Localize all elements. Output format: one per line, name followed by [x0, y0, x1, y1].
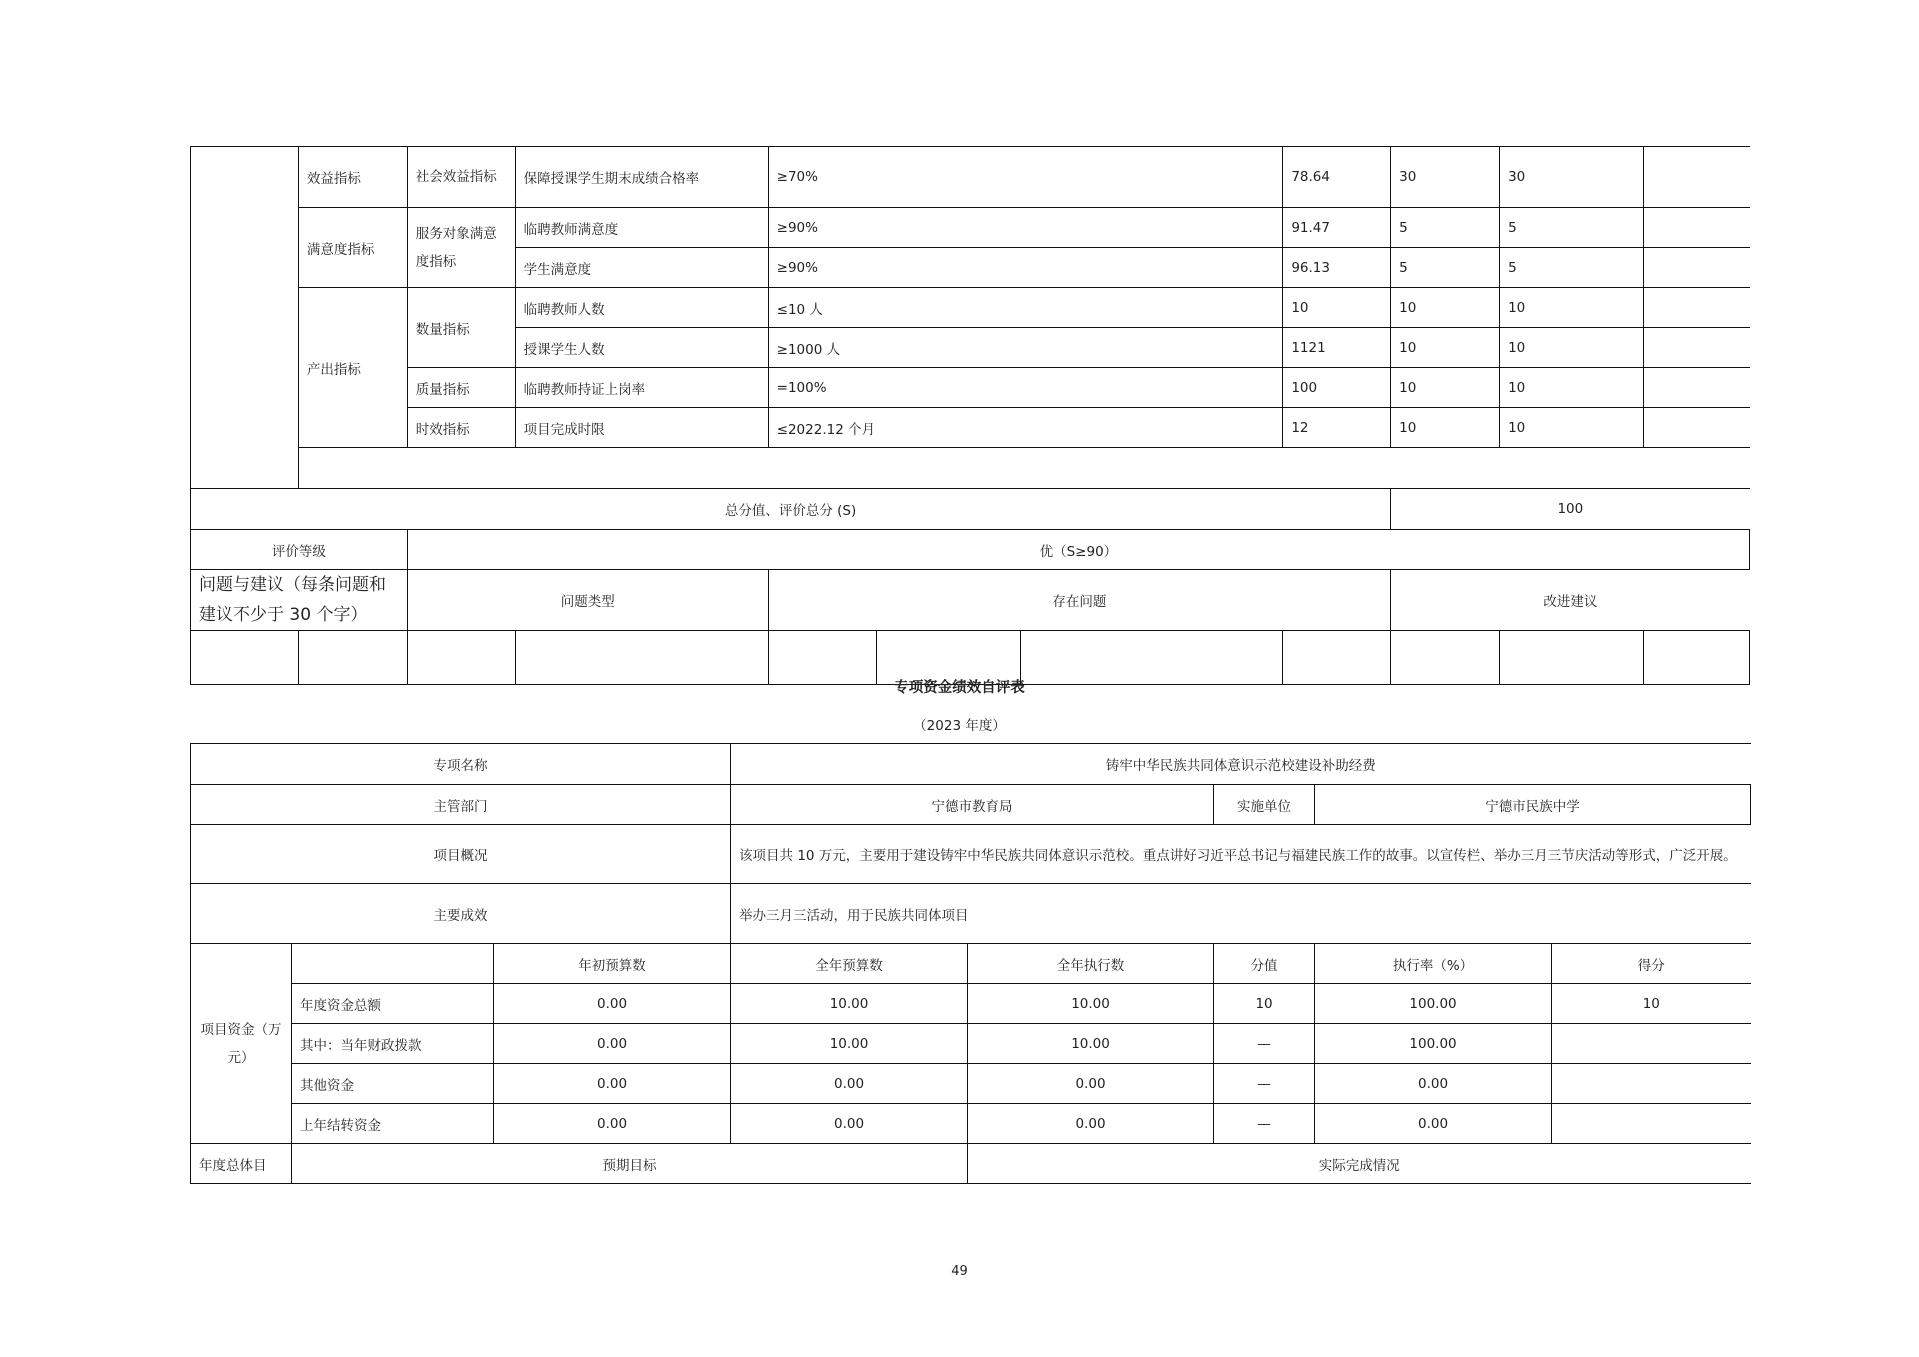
indicator-score: 10 — [1500, 288, 1644, 328]
indicator-name: 项目完成时限 — [515, 408, 768, 448]
indicator-weight: 10 — [1391, 288, 1500, 328]
indicator-weight: 30 — [1391, 147, 1500, 208]
page-number: 49 — [951, 1264, 968, 1279]
result-label: 主要成效 — [191, 884, 731, 944]
funds-label: 项目资金（万元） — [191, 944, 292, 1144]
funds-cell: 10.00 — [968, 1024, 1214, 1064]
indicator-weight: 10 — [1391, 408, 1500, 448]
funds-cell — [1552, 1104, 1751, 1144]
indicator-target: ≥1000 人 — [768, 328, 1283, 368]
indicator-score: 10 — [1500, 328, 1644, 368]
dept-value: 宁德市教育局 — [731, 785, 1214, 825]
funds-cell: 0.00 — [968, 1104, 1214, 1144]
project-name-value: 铸牢中华民族共同体意识示范校建设补助经费 — [731, 744, 1751, 785]
funds-cell — [1552, 1024, 1751, 1064]
indicator-weight: 10 — [1391, 328, 1500, 368]
blank-cell — [191, 147, 299, 489]
funds-row-label: 其他资金 — [292, 1064, 494, 1104]
funds-cell: 10.00 — [731, 1024, 968, 1064]
empty-cell — [292, 944, 494, 984]
indicator-name: 临聘教师人数 — [515, 288, 768, 328]
funds-header: 全年预算数 — [731, 944, 968, 984]
funds-header: 分值 — [1214, 944, 1315, 984]
funds-cell — [1552, 1064, 1751, 1104]
indicator-actual: 78.64 — [1283, 147, 1391, 208]
category-cell: 满意度指标 — [298, 208, 407, 288]
indicator-weight: 5 — [1391, 208, 1500, 248]
indicator-score: 5 — [1500, 208, 1644, 248]
funds-row-label: 上年结转资金 — [292, 1104, 494, 1144]
funds-cell: 0.00 — [731, 1104, 968, 1144]
indicator-actual: 100 — [1283, 368, 1391, 408]
funds-cell: 0.00 — [1315, 1064, 1552, 1104]
issue-suggestion-header: 改进建议 — [1391, 570, 1750, 631]
funds-cell: 0.00 — [494, 1104, 731, 1144]
blank-cell — [1644, 208, 1750, 248]
funds-cell: 0.00 — [968, 1064, 1214, 1104]
indicator-score: 10 — [1500, 408, 1644, 448]
funds-header: 全年执行数 — [968, 944, 1214, 984]
blank-cell — [1644, 328, 1750, 368]
indicator-name: 临聘教师持证上岗率 — [515, 368, 768, 408]
indicator-name: 临聘教师满意度 — [515, 208, 768, 248]
indicator-target: ≤10 人 — [768, 288, 1283, 328]
issue-type-header: 问题类型 — [407, 570, 768, 631]
indicator-weight: 10 — [1391, 368, 1500, 408]
funds-row-label: 其中：当年财政拨款 — [292, 1024, 494, 1064]
funds-cell: — — [1214, 1104, 1315, 1144]
category-cell: 产出指标 — [298, 288, 407, 448]
funds-cell: 10 — [1552, 984, 1751, 1024]
subcategory-cell: 数量指标 — [407, 288, 515, 368]
funds-cell: — — [1214, 1024, 1315, 1064]
funds-cell: 10 — [1214, 984, 1315, 1024]
goal-label: 年度总体目 — [191, 1144, 292, 1184]
form-year: （2023 年度） — [913, 718, 1006, 734]
fund-table — [190, 743, 1751, 1184]
indicator-actual: 91.47 — [1283, 208, 1391, 248]
indicator-target: ≥90% — [768, 208, 1283, 248]
funds-cell: 10.00 — [968, 984, 1214, 1024]
overview-value: 该项目共 10 万元，主要用于建设铸牢中华民族共同体意识示范校。重点讲好习近平总书记与福建民族工作的故事。以宣传栏、举办三月三节庆活动等形式，广泛开展。 — [731, 825, 1751, 884]
funds-cell: 10.00 — [731, 984, 968, 1024]
funds-header: 执行率（%） — [1315, 944, 1552, 984]
overview-label: 项目概况 — [191, 825, 731, 884]
goal-expected-header: 预期目标 — [292, 1144, 968, 1184]
indicator-actual: 12 — [1283, 408, 1391, 448]
indicator-name: 学生满意度 — [515, 248, 768, 288]
dept-label: 主管部门 — [191, 785, 731, 825]
funds-cell: 100.00 — [1315, 984, 1552, 1024]
funds-header: 年初预算数 — [494, 944, 731, 984]
funds-header: 得分 — [1552, 944, 1751, 984]
indicator-weight: 5 — [1391, 248, 1500, 288]
funds-cell: — — [1214, 1064, 1315, 1104]
blank-cell — [1644, 147, 1750, 208]
blank-cell — [1644, 408, 1750, 448]
funds-row-label: 年度资金总额 — [292, 984, 494, 1024]
blank-cell — [1644, 248, 1750, 288]
funds-cell: 0.00 — [494, 1064, 731, 1104]
blank-cell — [1644, 368, 1750, 408]
goal-actual-header: 实际完成情况 — [968, 1144, 1751, 1184]
total-value: 100 — [1391, 489, 1750, 530]
funds-cell: 0.00 — [494, 1024, 731, 1064]
blank-cell — [1644, 288, 1750, 328]
funds-cell: 0.00 — [1315, 1104, 1552, 1144]
grade-label: 评价等级 — [191, 530, 408, 570]
form-title: 专项资金绩效自评表 — [894, 680, 1025, 696]
funds-cell: 100.00 — [1315, 1024, 1552, 1064]
funds-cell: 0.00 — [731, 1064, 968, 1104]
funds-cell: 0.00 — [494, 984, 731, 1024]
indicator-actual: 10 — [1283, 288, 1391, 328]
indicator-actual: 1121 — [1283, 328, 1391, 368]
indicator-name: 授课学生人数 — [515, 328, 768, 368]
subcategory-cell: 服务对象满意度指标 — [407, 208, 515, 288]
indicator-name: 保障授课学生期末成绩合格率 — [515, 147, 768, 208]
issues-label: 问题与建议（每条问题和建议不少于 30 个字） — [191, 570, 408, 631]
subcategory-cell: 社会效益指标 — [407, 147, 515, 208]
indicator-table — [190, 146, 1750, 685]
indicator-score: 10 — [1500, 368, 1644, 408]
indicator-target: ≥70% — [768, 147, 1283, 208]
indicator-score: 5 — [1500, 248, 1644, 288]
total-label: 总分值、评价总分 (S) — [191, 489, 1391, 530]
impl-label: 实施单位 — [1214, 785, 1315, 825]
subcategory-cell: 质量指标 — [407, 368, 515, 408]
indicator-target: ≤2022.12 个月 — [768, 408, 1283, 448]
indicator-target: ≥90% — [768, 248, 1283, 288]
issue-problem-header: 存在问题 — [768, 570, 1391, 631]
grade-value: 优（S≥90） — [407, 530, 1749, 570]
category-cell: 效益指标 — [298, 147, 407, 208]
subcategory-cell: 时效指标 — [407, 408, 515, 448]
indicator-score: 30 — [1500, 147, 1644, 208]
indicator-actual: 96.13 — [1283, 248, 1391, 288]
impl-value: 宁德市民族中学 — [1315, 785, 1751, 825]
project-name-label: 专项名称 — [191, 744, 731, 785]
result-value: 举办三月三活动，用于民族共同体项目 — [731, 884, 1751, 944]
indicator-target: =100% — [768, 368, 1283, 408]
